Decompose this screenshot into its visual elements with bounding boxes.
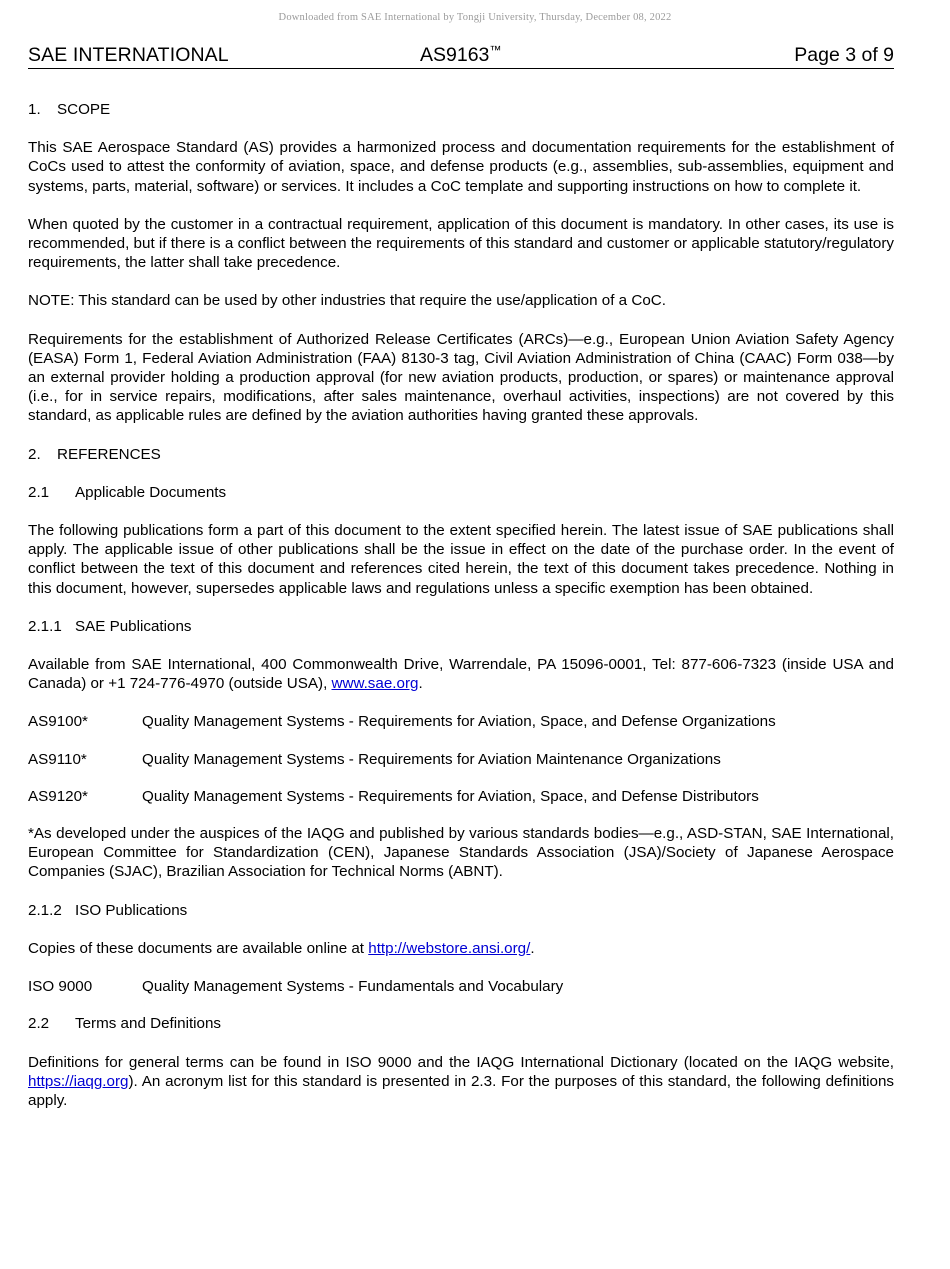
heading-references [28,445,894,464]
reference-id: AS9100* [28,713,88,731]
reference-row-as9100 [28,712,894,731]
sae-availability-paragraph [28,655,894,693]
heading-sae-publications-title: SAE Publications [75,617,192,635]
heading-references-title: REFERENCES [57,445,161,463]
header-document-number [420,43,501,67]
reference-id: AS9120* [28,787,88,805]
page-header [28,42,894,69]
reference-id: ISO 9000 [28,978,93,996]
heading-iso-publications [28,901,894,920]
reference-row-as9110 [28,750,894,769]
sae-availability-text: Available from SAE International, 400 Commonwealth Drive, Warrendale, PA 15096-0001, Tel: 877-606-7323 (inside USA and Canada) or +1 724-776-4970 (outside USA), [28,656,894,693]
heading-iso-publications-number: 2.1.2 [28,901,62,919]
reference-id: AS9110* [28,750,87,768]
heading-references-number: 2. [28,445,41,463]
iso-availability-period: . [530,939,535,957]
heading-applicable-documents [28,483,894,502]
applicable-documents-paragraph: The following publications form a part of this document to the extent specified herein. The latest issue of SAE publications shall apply. The applicable issue of other publications shall be the issue in effect on the date of the purchase order. In the event of conflict between the text of this document and references cited herein, the text of this document takes precedence. Nothing in this document, however, supersedes applicable laws and regulations unless a specific exemption has been obtained. [28,522,894,597]
heading-terms-and-definitions-title: Terms and Definitions [75,1015,222,1033]
heading-sae-publications-number: 2.1.1 [28,617,62,635]
reference-description: Quality Management Systems - Fundamentals and Vocabulary [142,978,564,996]
terms-paragraph-text-post: ). An acronym list for this standard is presented in 2.3. For the purposes of this standard, the following definitions apply. [28,1072,894,1109]
header-organization: SAE INTERNATIONAL [28,44,229,66]
reference-description: Quality Management Systems - Requirements for Aviation, Space, and Defense Organizations [142,713,776,731]
heading-applicable-documents-number: 2.1 [28,483,50,501]
iaqg-website-link[interactable]: https://iaqg.org [28,1072,129,1090]
reference-description: Quality Management Systems - Requirements for Aviation, Space, and Defense Distributors [142,787,759,805]
trademark-icon: ™ [489,43,502,57]
heading-iso-publications-title: ISO Publications [75,901,188,919]
download-watermark: Downloaded from SAE International by Tongji University, Thursday, December 08, 2022 [278,12,672,23]
page-header-inner [28,42,894,68]
scope-paragraph-2: When quoted by the customer in a contractual requirement, application of this document is mandatory. In other cases, its use is recommended, but if there is a conflict between the requirements of this standard and customer or applicable statutory/regulatory requirements, the latter shall take precedence. [28,215,894,272]
terms-and-definitions-paragraph [28,1053,894,1111]
reference-row-as9120 [28,787,894,806]
scope-paragraph-1: This SAE Aerospace Standard (AS) provides a harmonized process and documentation requirements for the establishment of CoCs used to attest the conformity of aviation, space, and defense products (e.g., assemblies, sub-assemblies, equipment and systems, parts, material, software) or services. It includes a CoC template and supporting instructions on how to complete it. [28,139,894,195]
terms-paragraph-text-pre: Definitions for general terms can be found in ISO 9000 and the IAQG International Dictionary (located on the IAQG website, [28,1053,894,1071]
iso-availability-text: Copies of these documents are available online at [28,939,369,957]
sae-availability-period: . [418,675,423,693]
document-body [28,100,894,1129]
sae-website-link[interactable]: www.sae.org [331,675,419,693]
heading-sae-publications [28,617,894,636]
scope-note: NOTE: This standard can be used by other industries that require the use/application of a CoC. [28,292,666,310]
iso-availability-paragraph [28,939,894,958]
reference-row-iso9000 [28,977,894,996]
sae-publications-footnote: *As developed under the auspices of the IAQG and published by various standards bodies—e.g., ASD-STAN, SAE International, European Committee for Standardization (CEN), Japanese Standards Association (JSA)/Society of Japanese Aerospace Companies (SJAC), Brazilian Association for Technical Norms (ABNT). [28,825,894,881]
heading-scope-number: 1. [28,101,41,118]
ansi-webstore-link[interactable]: http://webstore.ansi.org/ [368,939,531,957]
heading-applicable-documents-title: Applicable Documents [75,483,227,501]
heading-terms-and-definitions-number: 2.2 [28,1015,50,1033]
header-page-number: Page 3 of 9 [794,44,894,66]
heading-scope [28,100,894,119]
heading-scope-title: SCOPE [57,101,111,118]
scope-paragraph-arc: Requirements for the establishment of Authorized Release Certificates (ARCs)—e.g., European Union Aviation Safety Agency (EASA) Form 1, Federal Aviation Administration (FAA) 8130-3 tag, Civil Aviation Administration of China (CAAC) Form 038—by an external provider holding a production approval (for new aviation products, production, or spares) or maintenance approval (i.e., for in service repairs, modifications, after sales maintenance, overhaul activities, inspections) are not covered by this standard, as applicable rules are defined by the aviation authorities having granted these approvals. [28,330,894,425]
heading-terms-and-definitions [28,1014,894,1033]
header-document-number-text: AS9163 [420,44,490,66]
reference-description: Quality Management Systems - Requirements for Aviation Maintenance Organizations [142,750,721,768]
